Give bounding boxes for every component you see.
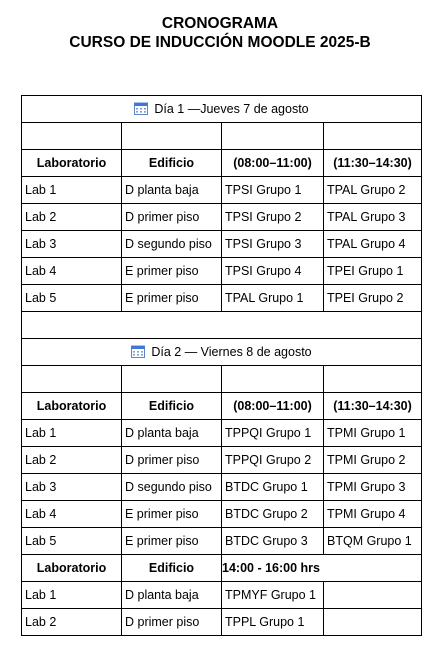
lab-cell: Lab 2 (22, 609, 122, 636)
lab-cell: Lab 3 (22, 474, 122, 501)
building-cell: D planta baja (122, 582, 222, 609)
title-line-2: CURSO DE INDUCCIÓN MOODLE 2025-B (69, 34, 371, 51)
empty-cell (222, 366, 324, 393)
building-cell: D primer piso (122, 447, 222, 474)
header-lab: Laboratorio (22, 150, 122, 177)
column-header-row (22, 393, 422, 420)
empty-cell (22, 366, 122, 393)
header-building: Edificio (122, 150, 222, 177)
group-cell-a: TPMYF Grupo 1 (222, 582, 324, 609)
group-cell-a: TPSI Grupo 2 (222, 204, 324, 231)
group-cell-b: TPMI Grupo 2 (324, 447, 422, 474)
group-cell-b: TPAL Grupo 3 (324, 204, 422, 231)
lab-cell: Lab 2 (22, 447, 122, 474)
group-cell-b (324, 609, 422, 636)
header-lab: Laboratorio (22, 555, 122, 582)
table-row (22, 447, 422, 474)
column-header-row (22, 150, 422, 177)
table-row (22, 258, 422, 285)
day-title-cell (22, 339, 422, 366)
building-cell: D planta baja (122, 177, 222, 204)
building-cell: E primer piso (122, 528, 222, 555)
empty-row (22, 366, 422, 393)
table-row (22, 177, 422, 204)
group-cell-b: BTQM Grupo 1 (324, 528, 422, 555)
group-cell-b (324, 582, 422, 609)
empty-cell (324, 366, 422, 393)
table-row (22, 285, 422, 312)
building-cell: D segundo piso (122, 231, 222, 258)
group-cell-b: TPMI Grupo 1 (324, 420, 422, 447)
group-cell-a: TPAL Grupo 1 (222, 285, 324, 312)
schedule-table (21, 95, 422, 636)
header-building: Edificio (122, 393, 222, 420)
building-cell: E primer piso (122, 285, 222, 312)
lab-cell: Lab 4 (22, 501, 122, 528)
table-row (22, 204, 422, 231)
building-cell: D primer piso (122, 609, 222, 636)
header-slot2: (11:30–14:30) (324, 393, 422, 420)
table-row (22, 609, 422, 636)
table-row (22, 231, 422, 258)
empty-cell (122, 123, 222, 150)
day-header-row (22, 96, 422, 123)
lab-cell: Lab 5 (22, 528, 122, 555)
empty-cell (22, 123, 122, 150)
group-cell-b: TPAL Grupo 2 (324, 177, 422, 204)
group-cell-b: TPEI Grupo 1 (324, 258, 422, 285)
lab-cell: Lab 3 (22, 231, 122, 258)
empty-cell (222, 123, 324, 150)
day-title: Día 1 —Jueves 7 de agosto (154, 102, 309, 116)
building-cell: E primer piso (122, 258, 222, 285)
day-title: Día 2 — Viernes 8 de agosto (151, 345, 312, 359)
group-cell-a: TPPQI Grupo 2 (222, 447, 324, 474)
calendar-icon (134, 102, 148, 115)
building-cell: D primer piso (122, 204, 222, 231)
group-cell-b: TPEI Grupo 2 (324, 285, 422, 312)
group-cell-b: TPMI Grupo 3 (324, 474, 422, 501)
building-cell: D segundo piso (122, 474, 222, 501)
group-cell-a: TPSI Grupo 1 (222, 177, 324, 204)
column-header-row (22, 555, 422, 582)
group-cell-b: TPAL Grupo 4 (324, 231, 422, 258)
lab-cell: Lab 5 (22, 285, 122, 312)
title-line-1: CRONOGRAMA (161, 15, 279, 32)
table-row (22, 582, 422, 609)
header-slot1: (08:00–11:00) (222, 393, 324, 420)
empty-cell (324, 123, 422, 150)
lab-cell: Lab 1 (22, 582, 122, 609)
table-row (22, 528, 422, 555)
document-title (0, 14, 440, 52)
empty-row (22, 123, 422, 150)
empty-cell (22, 312, 422, 339)
group-cell-a: TPSI Grupo 4 (222, 258, 324, 285)
group-cell-a: BTDC Grupo 3 (222, 528, 324, 555)
lab-cell: Lab 1 (22, 177, 122, 204)
group-cell-a: BTDC Grupo 2 (222, 501, 324, 528)
day-title-cell (22, 96, 422, 123)
header-slot3: 14:00 - 16:00 hrs (222, 555, 422, 582)
lab-cell: Lab 2 (22, 204, 122, 231)
group-cell-a: TPPQI Grupo 1 (222, 420, 324, 447)
building-cell: E primer piso (122, 501, 222, 528)
calendar-icon (131, 345, 145, 358)
table-row (22, 420, 422, 447)
group-cell-a: TPSI Grupo 3 (222, 231, 324, 258)
group-cell-b: TPMI Grupo 4 (324, 501, 422, 528)
building-cell: D planta baja (122, 420, 222, 447)
group-cell-a: BTDC Grupo 1 (222, 474, 324, 501)
table-row (22, 501, 422, 528)
group-cell-a: TPPL Grupo 1 (222, 609, 324, 636)
empty-row (22, 312, 422, 339)
day-header-row (22, 339, 422, 366)
lab-cell: Lab 4 (22, 258, 122, 285)
empty-cell (122, 366, 222, 393)
header-building: Edificio (122, 555, 222, 582)
header-lab: Laboratorio (22, 393, 122, 420)
header-slot2: (11:30–14:30) (324, 150, 422, 177)
table-row (22, 474, 422, 501)
lab-cell: Lab 1 (22, 420, 122, 447)
header-slot1: (08:00–11:00) (222, 150, 324, 177)
